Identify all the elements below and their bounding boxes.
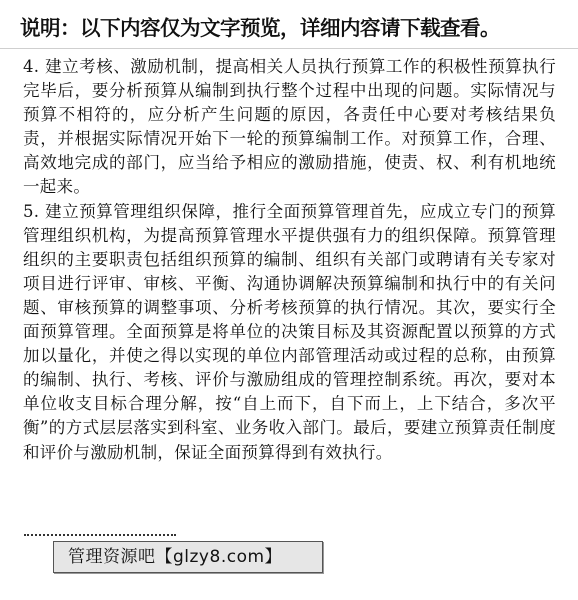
document-body bbox=[23, 55, 556, 465]
source-banner: 管理资源吧【glzy8.com】 bbox=[53, 541, 323, 573]
paragraph-item-5: 5. 建立预算管理组织保障，推行全面预算管理首先，应成立专门的预算管理组织机构，为提高预算管理水平提供强有力的组织保障。预算管理组织的主要职责包括组织预算的编制、组织有关部门或聘请有关专家对项目进行评审、审核、平衡、沟通协调解决预算编制和执行中的有关问题、审核预算的调整事项、分析考核预算的执行情况。其次，要实行全面预算管理。全面预算是将单位的决策目标及其资源配置以预算的方式加以量化，并使之得以实现的单位内部管理活动或过程的总称，由预算的编制、执行、考核、评价与激励组成的管理控制系统。再次，要对本单位收支目标合理分解，按“自上而下，自下而上，上下结合，多次平衡”的方式层层落实到科室、业务收入部门。最后，要建立预算责任制度和评价与激励机制，保证全面预算得到有效执行。 bbox=[23, 201, 556, 462]
preview-notice: 说明：以下内容仅为文字预览，详细内容请下载查看。 bbox=[20, 16, 500, 40]
header-divider bbox=[0, 48, 578, 49]
dotted-separator bbox=[24, 534, 176, 536]
paragraph-item-4: 4. 建立考核、激励机制，提高相关人员执行预算工作的积极性预算执行完毕后，要分析预算从编制到执行整个过程中出现的问题。实际情况与预算不相符的，应分析产生问题的原因，各责任中心要对考核结果负责，并根据实际情况开始下一轮的预算编制工作。对预算工作，合理、高效地完成的部门，应当给予相应的激励措施，使责、权、利有机地统一起来。 bbox=[23, 57, 556, 197]
